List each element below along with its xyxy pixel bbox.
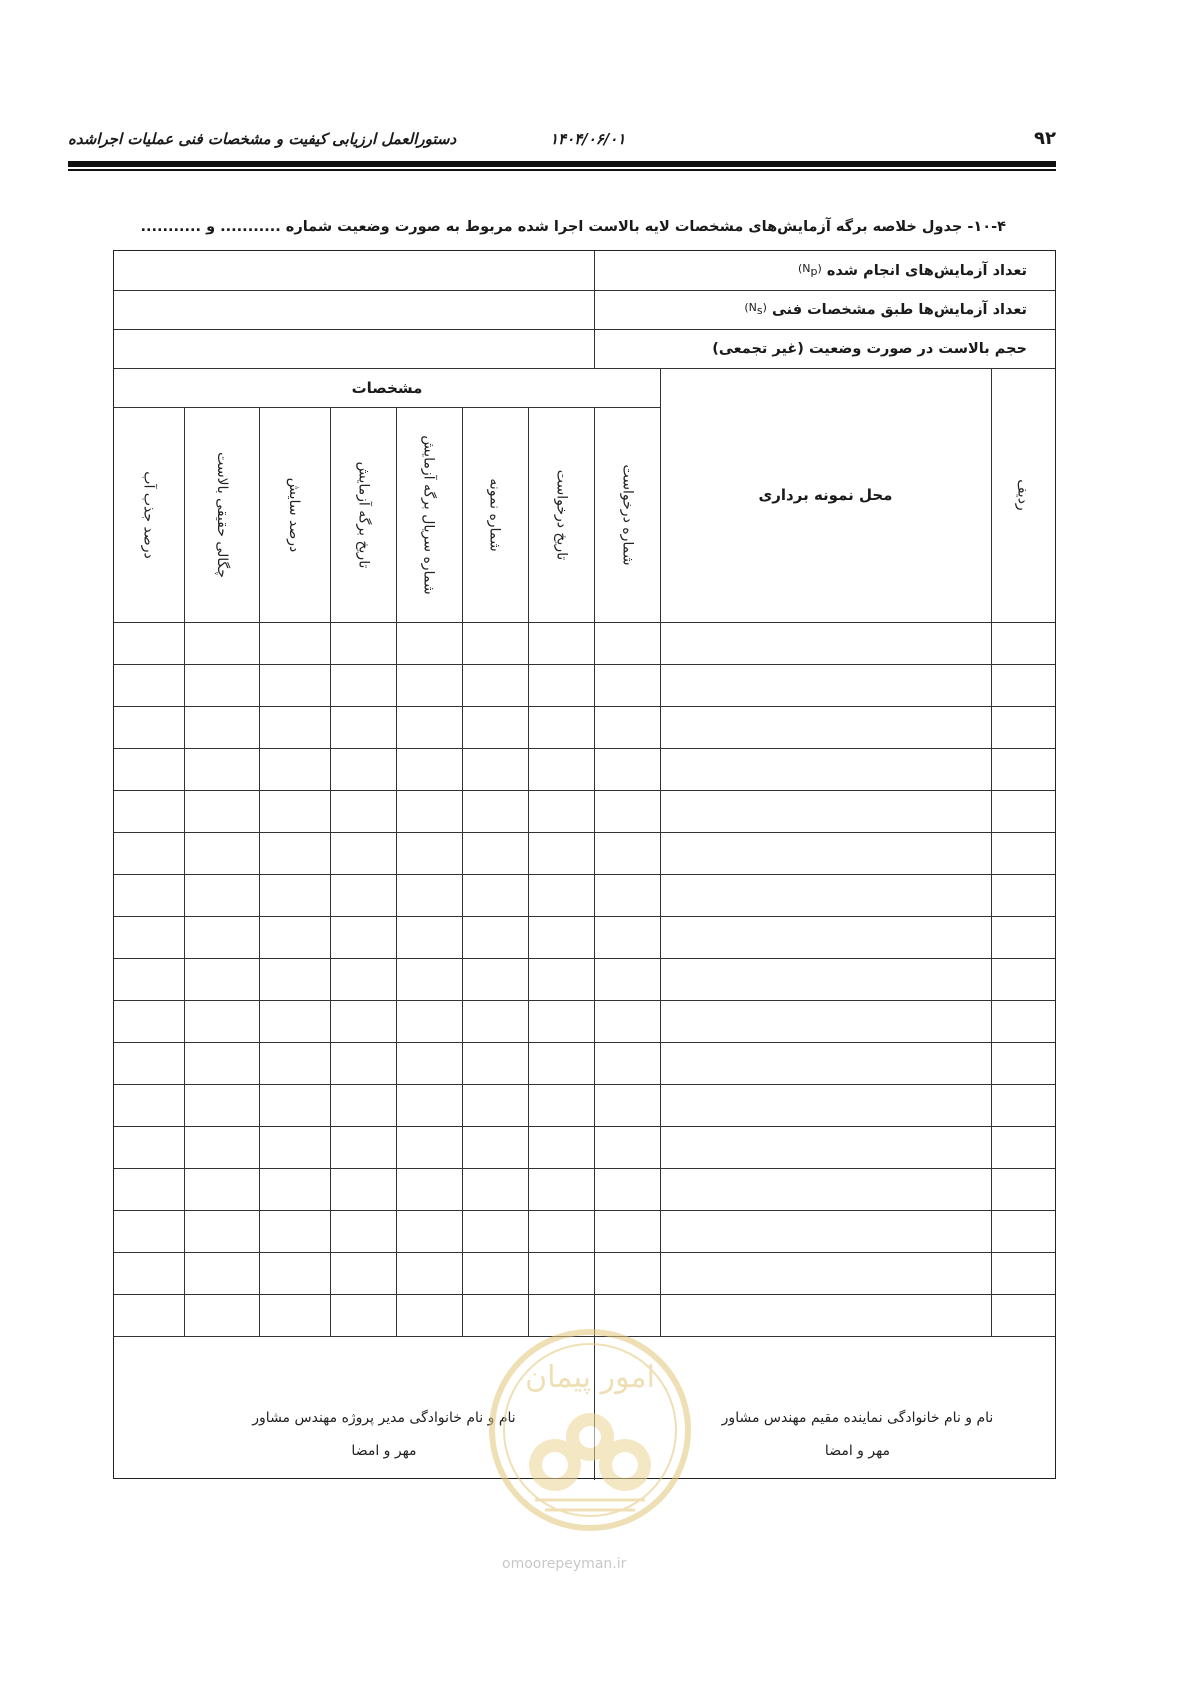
summary-symbol: $(N_p)$ — [797, 262, 822, 279]
col-header-spec — [184, 407, 259, 622]
header-date: ۱۴۰۴/۰۶/۰۱ — [550, 130, 626, 148]
table-row[interactable] — [114, 664, 1055, 706]
col-header-spec — [594, 407, 660, 622]
summary-value-tests-done[interactable] — [114, 251, 594, 290]
header-rule-thin — [68, 169, 1056, 171]
col-header-spec — [396, 407, 462, 622]
summary-label-text: حجم بالاست در صورت وضعیت (غیر تجمعی) — [712, 340, 1027, 357]
table-row[interactable] — [114, 916, 1055, 958]
watermark-url: omoorepeyman.ir — [502, 1556, 627, 1572]
table-row[interactable] — [114, 874, 1055, 916]
col-header-location: محل نمونه برداری — [758, 486, 893, 504]
watermark-text: امور پیمان — [525, 1360, 655, 1395]
col-header-row-number: ردیف — [1015, 479, 1032, 511]
signature-name-label: نام و نام خانوادگی مدیر پروژه مهندس مشاور — [252, 1410, 516, 1426]
table-row[interactable] — [114, 1210, 1055, 1252]
col-header-spec-label: شماره سریال برگه آزمایش — [421, 434, 437, 595]
table-row[interactable] — [114, 1000, 1055, 1042]
grid-line-vertical — [594, 251, 595, 368]
signature-name-label: نام و نام خانوادگی نماینده مقیم مهندس مشاور — [721, 1410, 994, 1426]
table-row[interactable] — [114, 958, 1055, 1000]
table-row[interactable] — [114, 1084, 1055, 1126]
summary-label-tests-in-spec — [594, 290, 1055, 329]
ballast-test-summary-form — [113, 250, 1056, 1479]
summary-value-tests-in-spec[interactable] — [114, 290, 594, 329]
table-row[interactable] — [114, 748, 1055, 790]
col-header-spec-label: درصد جذب آب — [140, 470, 157, 559]
grid-line-horizontal — [114, 407, 660, 408]
col-header-spec — [114, 407, 184, 622]
summary-label-tests-done — [594, 251, 1055, 290]
summary-symbol: $(N_s)$ — [744, 301, 767, 318]
table-row[interactable] — [114, 706, 1055, 748]
header-title: دستورالعمل ارزیابی کیفیت و مشخصات فنی عملیات اجراشده — [68, 130, 457, 148]
table-row[interactable] — [114, 1252, 1055, 1294]
signature-resident-engineer — [660, 1390, 1055, 1480]
grid-line-horizontal — [114, 290, 1055, 291]
table-caption: ۱۰-۴- جدول خلاصه برگه آزمایش‌های مشخصات لایه بالاست اجرا شده مربوط به صورت وضعیت شماره ........... و ........... — [140, 219, 1006, 235]
summary-label-text: تعداد آزمایش‌ها طبق مشخصات فنی — [771, 301, 1027, 318]
col-group-header-specs: مشخصات — [351, 378, 423, 397]
table-row[interactable] — [114, 1168, 1055, 1210]
col-header-spec-label: تاریخ درخواست — [553, 469, 569, 560]
grid-line-horizontal — [114, 368, 1055, 369]
watermark-seal-icon — [485, 1325, 695, 1535]
col-header-spec-label: شماره نمونه — [486, 477, 503, 552]
page-header — [68, 128, 1056, 156]
table-row[interactable] — [114, 1126, 1055, 1168]
grid-line-horizontal — [114, 329, 1055, 330]
col-header-spec-label: تاریخ برگه آزمایش — [355, 461, 371, 568]
col-header-spec — [528, 407, 594, 622]
table-row[interactable] — [114, 622, 1055, 664]
table-row[interactable] — [114, 832, 1055, 874]
header-rule-thick — [68, 161, 1056, 167]
summary-value-ballast-volume[interactable] — [114, 329, 594, 368]
summary-label-text: تعداد آزمایش‌های انجام شده — [826, 262, 1027, 279]
table-row[interactable] — [114, 790, 1055, 832]
col-header-spec — [330, 407, 396, 622]
page-number: ۹۲ — [1034, 128, 1056, 149]
signature-stamp-label: مهر و امضا — [824, 1443, 891, 1459]
col-header-spec — [259, 407, 330, 622]
col-header-spec-label: چگالی حقیقی بالاست — [213, 451, 230, 578]
col-header-spec-label: درصد سایش — [286, 477, 303, 552]
col-header-spec-label: شماره درخواست — [618, 464, 635, 565]
col-header-spec — [462, 407, 528, 622]
signature-stamp-label: مهر و امضا — [351, 1443, 417, 1459]
table-row[interactable] — [114, 1042, 1055, 1084]
summary-label-ballast-volume — [594, 329, 1055, 368]
